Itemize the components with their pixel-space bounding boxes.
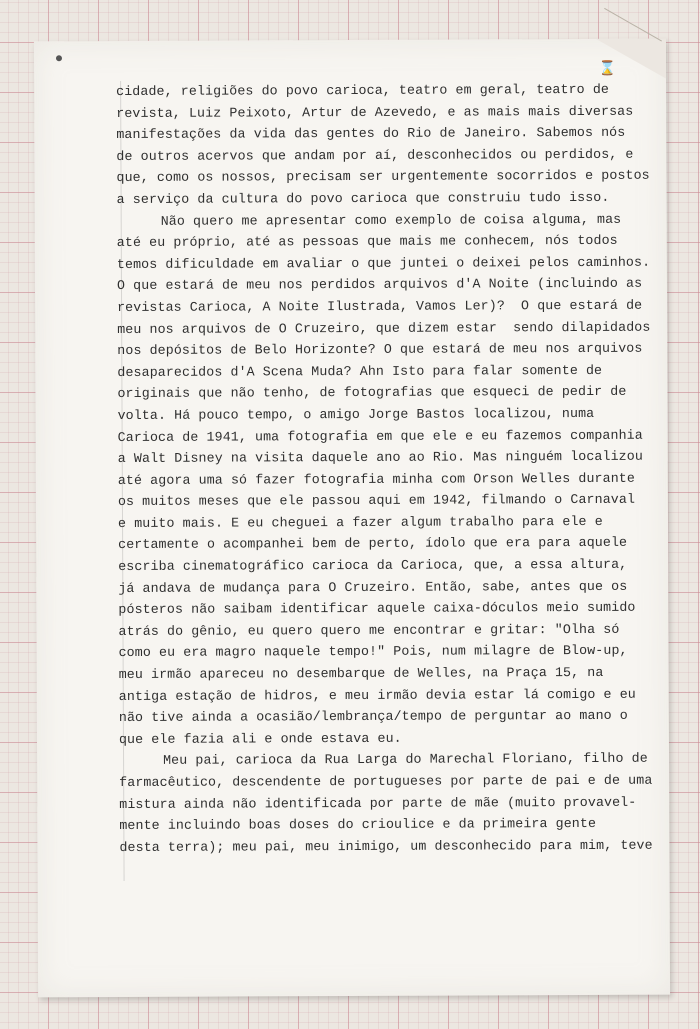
text-line: revistas Carioca, A Noite Ilustrada, Vamos Ler)? O que estará de [117, 297, 643, 315]
text-line: O que estará de meu nos perdidos arquivos d'A Noite (incluindo as [116, 276, 643, 294]
staple-hole [56, 55, 62, 61]
text-line: volta. Há pouco tempo, o amigo Jorge Bastos localizou, numa [117, 405, 595, 423]
text-line: mistura ainda não identificada por parte de mãe (muito provavel- [119, 794, 637, 812]
text-line: farmacêutico, descendente de portugueses por parte de pai e de uma [119, 772, 653, 791]
text-line: mente incluindo boas doses do crioulice e da primeira gente [119, 816, 597, 834]
text-line: originais que não tenho, de fotografias que esqueci de pedir de [117, 384, 627, 402]
text-line: antiga estação de hidros, e meu irmão devia estar lá comigo e eu [118, 686, 636, 704]
text-line: já andava de mudança para O Cruzeiro. Então, sabe, antes que os [118, 578, 628, 596]
text-line: desta terra); meu pai, meu inimigo, um desconhecido para mim, teve [119, 837, 653, 855]
text-line: como eu era magro naquele tempo!" Pois, num milagre de Blow-up, [118, 643, 628, 661]
text-line: manifestações da vida das gentes do Rio de Janeiro. Sabemos nós [116, 124, 626, 143]
corner-crease [604, 8, 662, 42]
text-line: e muito mais. E eu cheguei a fazer algum trabalho para ele e [117, 513, 603, 531]
text-line: que, como os nossos, precisam ser urgentemente socorridos e postos [116, 168, 650, 186]
text-line: até eu próprio, até as pessoas que mais me conhecem, nós todos [116, 232, 618, 251]
text-line: escriba cinematográfico carioca da Carioca, que, a essa altura, [118, 556, 628, 575]
text-line: que ele fazia ali e onde estava eu. [118, 730, 402, 747]
text-line: desaparecidos d'A Scena Muda? Ahn Isto para falar somente de [117, 362, 603, 380]
text-line: certamente o acompanhei bem de perto, ídolo que era para aquele [118, 535, 628, 553]
margin-pencil-mark: ⌛ [598, 61, 617, 78]
text-line: não tive ainda a ocasião/lembrança/tempo de perguntar ao mano o [118, 708, 628, 726]
typed-text-block [116, 79, 653, 859]
text-line: a serviço da cultura do povo carioca que construiu tudo isso. [116, 189, 610, 207]
text-line: de outros acervos que andam por aí, desconhecidos ou perdidos, e [116, 146, 634, 164]
text-line: nos depósitos de Belo Horizonte? O que estará de meu nos arquivos [117, 340, 643, 359]
text-line: temos dificuldade em avaliar o que juntei o deixei pelos caminhos. [116, 254, 651, 272]
typewritten-page [34, 39, 670, 998]
text-line: até agora uma só fazer fotografia minha com Orson Welles durante [117, 470, 635, 488]
text-line: revista, Luiz Peixoto, Artur de Azevedo, e as mais mais diversas [116, 103, 634, 121]
text-line-paragraph-start: Não quero me apresentar como exemplo de coisa alguma, mas [160, 211, 622, 229]
text-line: Carioca de 1941, uma fotografia em que ele e eu fazemos companhia [117, 427, 643, 445]
text-line: atrás do gênio, eu quero quero me encontrar e gritar: "Olha só [118, 621, 620, 639]
text-line: meu nos arquivos de O Cruzeiro, que dizem estar sendo dilapidados [117, 319, 651, 337]
text-line: cidade, religiões do povo carioca, teatro em geral, teatro de [116, 81, 610, 100]
text-line: a Walt Disney na visita daquele ano ao Rio. Mas ninguém localizou [117, 448, 643, 467]
text-line: meu irmão apareceu no desembarque de Welles, na Praça 15, na [118, 664, 604, 683]
text-line-paragraph-start: Meu pai, carioca da Rua Larga do Marechal Floriano, filho de [163, 751, 648, 769]
text-line: pósteros não saibam identificar aquele caixa-dóculos meio sumido [118, 600, 636, 618]
text-line: os muitos meses que ele passou aqui em 1942, filmando o Carnaval [117, 492, 636, 510]
